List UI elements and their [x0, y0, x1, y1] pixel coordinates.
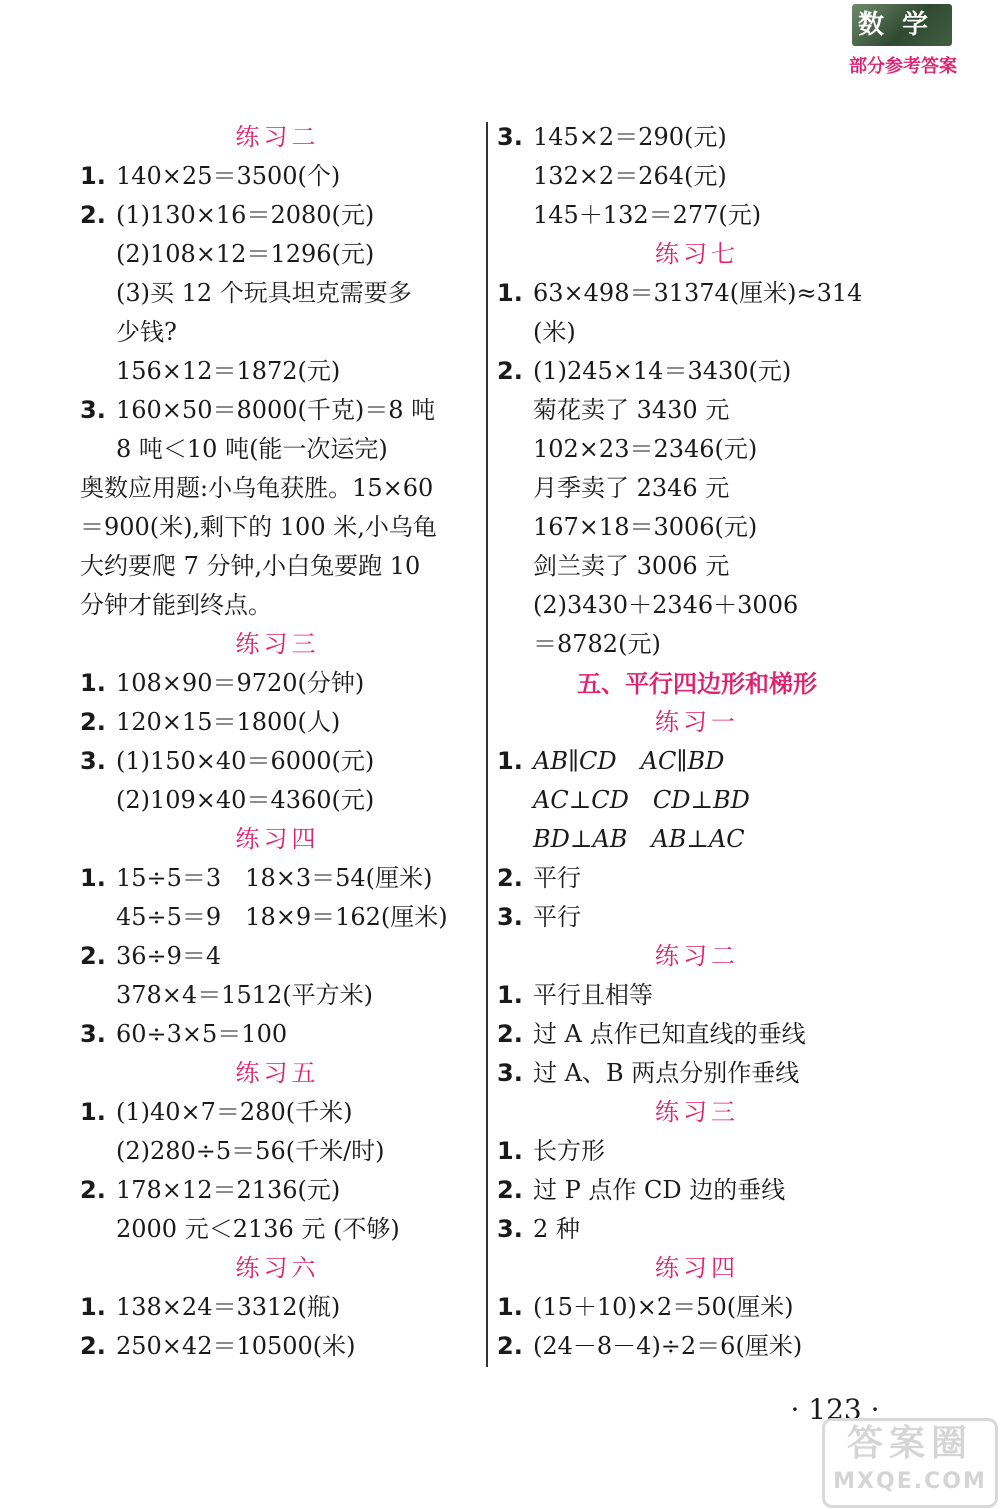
exercise-heading: 练习二	[235, 123, 320, 151]
item-number: 3.	[80, 747, 106, 775]
answer-continuation: 156×12＝1872(元)	[116, 357, 341, 385]
answer-item	[80, 1093, 475, 1132]
answer-continuation: 月季卖了 2346 元	[533, 474, 730, 502]
item-number: 2.	[497, 864, 523, 892]
item-text: 120×15＝1800(人)	[116, 708, 341, 736]
exercise-heading: 练习二	[655, 942, 739, 970]
watermark-logo	[822, 1418, 998, 1508]
item-number: 2.	[80, 1332, 106, 1360]
item-number: 2.	[80, 1176, 106, 1204]
exercise-heading: 练习四	[235, 825, 320, 853]
answer-continuation: 378×4＝1512(平方米)	[116, 981, 373, 1009]
answer-continuation: 132×2＝264(元)	[533, 162, 727, 190]
item-text: (15＋10)×2＝50(厘米)	[533, 1293, 794, 1321]
answer-continuation: 102×23＝2346(元)	[533, 435, 758, 463]
exercise-heading: 练习五	[235, 1059, 320, 1087]
answer-item	[80, 742, 475, 781]
answer-continuation: 8 吨＜10 吨(能一次运完)	[116, 435, 388, 463]
page-number: · 123 ·	[790, 1393, 880, 1426]
answer-item	[497, 1054, 897, 1093]
item-text: 178×12＝2136(元)	[116, 1176, 341, 1204]
answer-paragraph: 分钟才能到终点。	[80, 591, 272, 619]
item-text: 平行	[533, 903, 581, 931]
answer-item	[497, 352, 897, 391]
item-text: (1)150×40＝6000(元)	[116, 747, 375, 775]
column-divider	[486, 122, 488, 1367]
item-text: 250×42＝10500(米)	[116, 1332, 356, 1360]
right-column	[497, 118, 897, 1366]
answer-item	[80, 391, 475, 430]
exercise-heading: 练习三	[235, 630, 320, 658]
item-text: (1)40×7＝280(千米)	[116, 1098, 353, 1126]
exercise-heading: 练习三	[655, 1098, 739, 1126]
answer-paragraph: 奥数应用题:小乌龟获胜。15×60	[80, 474, 434, 502]
answer-item	[497, 859, 897, 898]
item-text: AB∥CD AC∥BD	[533, 747, 725, 775]
item-number: 3.	[80, 1020, 106, 1048]
item-number: 2.	[497, 1020, 523, 1048]
answer-item	[80, 1288, 475, 1327]
answer-continuation: BD⊥AB AB⊥AC	[533, 825, 745, 853]
answer-item	[497, 898, 897, 937]
item-number: 2.	[497, 1332, 523, 1360]
item-number: 2.	[80, 942, 106, 970]
item-text: 108×90＝9720(分钟)	[116, 669, 365, 697]
watermark-text: 答案圈	[846, 1423, 973, 1464]
answer-continuation: 剑兰卖了 3006 元	[533, 552, 730, 580]
item-number: 1.	[80, 162, 106, 190]
answer-continuation: (3)买 12 个玩具坦克需要多	[116, 279, 412, 307]
item-number: 2.	[497, 1176, 523, 1204]
answer-item	[497, 1327, 897, 1366]
item-number: 2.	[497, 357, 523, 385]
answer-continuation: (米)	[533, 318, 576, 346]
item-number: 1.	[80, 1098, 106, 1126]
item-text: 15÷5＝3 18×3＝54(厘米)	[116, 864, 433, 892]
item-text: 140×25＝3500(个)	[116, 162, 341, 190]
item-number: 1.	[80, 669, 106, 697]
item-number: 3.	[497, 1059, 523, 1087]
answer-item	[80, 157, 475, 196]
subject-badge: 数学	[852, 4, 952, 46]
item-number: 3.	[80, 396, 106, 424]
item-number: 3.	[497, 903, 523, 931]
item-text: 过 A 点作已知直线的垂线	[533, 1020, 806, 1048]
exercise-heading: 练习七	[655, 240, 739, 268]
answer-continuation: 45÷5＝9 18×9＝162(厘米)	[116, 903, 448, 931]
item-text: 145×2＝290(元)	[533, 123, 727, 151]
item-number: 1.	[497, 279, 523, 307]
answer-continuation: 167×18＝3006(元)	[533, 513, 758, 541]
answer-item	[497, 274, 897, 313]
answer-item	[80, 1327, 475, 1366]
item-text: 长方形	[533, 1137, 605, 1165]
item-text: (24－8－4)÷2＝6(厘米)	[533, 1332, 803, 1360]
item-text: 138×24＝3312(瓶)	[116, 1293, 341, 1321]
item-text: 平行且相等	[533, 981, 653, 1009]
answer-paragraph: 大约要爬 7 分钟,小白兔要跑 10	[80, 552, 421, 580]
item-text: 160×50＝8000(千克)＝8 吨	[116, 396, 436, 424]
item-number: 3.	[497, 123, 523, 151]
answer-continuation: ＝8782(元)	[533, 630, 661, 658]
answer-item	[80, 664, 475, 703]
answer-item	[497, 1210, 897, 1249]
item-text: 2 种	[533, 1215, 580, 1243]
watermark-url: MXQE.COM	[833, 1469, 987, 1494]
answer-item	[497, 1015, 897, 1054]
item-text: (1)130×16＝2080(元)	[116, 201, 375, 229]
exercise-heading: 练习一	[655, 708, 739, 736]
item-text: (1)245×14＝3430(元)	[533, 357, 792, 385]
item-text: 60÷3×5＝100	[116, 1020, 288, 1048]
answer-item	[80, 937, 475, 976]
answer-continuation: (2)109×40＝4360(元)	[116, 786, 375, 814]
answer-continuation: 少钱?	[116, 318, 177, 346]
answer-continuation: 菊花卖了 3430 元	[533, 396, 730, 424]
answer-item	[80, 1171, 475, 1210]
answer-continuation: (2)3430＋2346＋3006	[533, 591, 799, 619]
item-number: 1.	[497, 981, 523, 1009]
item-text: 平行	[533, 864, 581, 892]
answer-item	[80, 859, 475, 898]
item-number: 2.	[80, 201, 106, 229]
item-text: 36÷9＝4	[116, 942, 222, 970]
exercise-heading: 练习六	[235, 1254, 320, 1282]
answer-item	[80, 703, 475, 742]
answer-item	[497, 1288, 897, 1327]
item-text: 过 A、B 两点分别作垂线	[533, 1059, 800, 1087]
answer-continuation: 2000 元＜2136 元 (不够)	[116, 1215, 400, 1243]
answer-item	[497, 742, 897, 781]
answer-continuation: (2)108×12＝1296(元)	[116, 240, 375, 268]
item-number: 1.	[497, 1293, 523, 1321]
answer-continuation: 145＋132＝277(元)	[533, 201, 762, 229]
item-number: 1.	[80, 1293, 106, 1321]
item-number: 1.	[497, 1137, 523, 1165]
item-text: 过 P 点作 CD 边的垂线	[533, 1176, 786, 1204]
answer-paragraph: ＝900(米),剩下的 100 米,小乌龟	[80, 513, 437, 541]
section-title: 五、平行四边形和梯形	[577, 669, 817, 698]
answer-item	[497, 1132, 897, 1171]
answer-continuation: (2)280÷5＝56(千米/时)	[116, 1137, 385, 1165]
left-column	[80, 118, 475, 1366]
answer-item	[497, 118, 897, 157]
answer-item	[80, 1015, 475, 1054]
answer-item	[497, 1171, 897, 1210]
item-number: 2.	[80, 708, 106, 736]
answer-item	[497, 976, 897, 1015]
item-number: 3.	[497, 1215, 523, 1243]
item-number: 1.	[80, 864, 106, 892]
answer-item	[80, 196, 475, 235]
item-text: 63×498＝31374(厘米)≈314	[533, 279, 863, 307]
exercise-heading: 练习四	[655, 1254, 739, 1282]
answer-subtitle: 部分参考答案	[849, 56, 957, 77]
answer-continuation: AC⊥CD CD⊥BD	[533, 786, 750, 814]
item-number: 1.	[497, 747, 523, 775]
